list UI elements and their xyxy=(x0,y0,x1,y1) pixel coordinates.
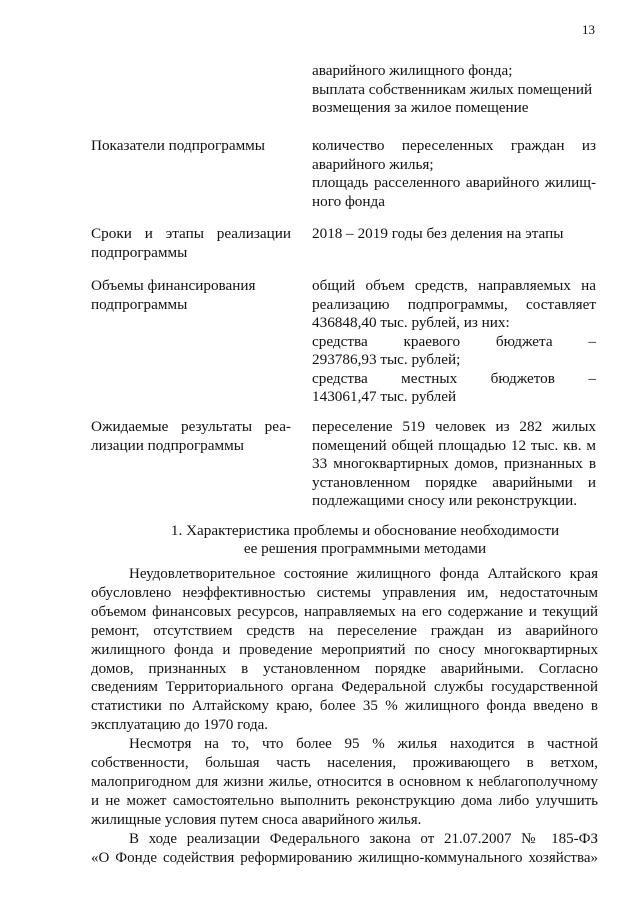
heading-line: ее решения программными методами xyxy=(243,539,487,557)
label-line: Ожидаемые результаты реа- xyxy=(91,418,291,435)
body-line: Неудовлетворительное состояние жилищного фонда Алтайского края xyxy=(129,566,598,582)
value-line: ного фонда xyxy=(312,192,385,210)
value-line: установленном порядке аварийными и xyxy=(312,473,596,491)
continuation-cell xyxy=(312,62,596,118)
label-line: подпрограммы xyxy=(91,243,188,261)
results-label xyxy=(91,418,291,455)
body-line: объемом финансовых ресурсов, направляемых на его содержание и текущий xyxy=(91,603,598,620)
label-line: лизации подпрограммы xyxy=(91,436,244,454)
body-line: жилищного фонда и проведение мероприятий по сносу многоквартирных xyxy=(91,641,598,658)
continuation-line: выплата собственникам жилых помещений xyxy=(312,80,593,98)
body-line: собственности, большая часть населения, проживающего в ветхом, xyxy=(91,755,598,772)
section-heading xyxy=(100,522,630,557)
results-value xyxy=(312,418,596,511)
value-line: 436848,40 тыс. рублей, из них: xyxy=(312,314,510,331)
terms-value xyxy=(312,225,596,244)
value-line: 33 многоквартирных домов, признанных в xyxy=(312,455,596,472)
value-line: количество переселенных граждан из xyxy=(312,137,596,154)
body-line: малопригодном для жизни жилье, относится в основном к неблагополучному xyxy=(91,773,598,790)
value-line: переселение 519 человек из 282 жилых xyxy=(312,418,596,435)
funding-value xyxy=(312,277,596,407)
body-line: сведениям Территориального органа Федеральной службы государственной xyxy=(91,679,598,696)
value-line: 2018 – 2019 годы без деления на этапы xyxy=(312,225,564,242)
value-line: 293786,93 тыс. рублей; xyxy=(312,351,461,368)
terms-label xyxy=(91,225,291,262)
body-line: «О Фонде содействия реформированию жилищно-коммунального хозяйства» xyxy=(91,849,598,866)
value-line: 143061,47 тыс. рублей xyxy=(312,388,457,405)
value-line: подлежащими сносу или реконструкции. xyxy=(312,492,578,509)
value-line: реализацию подпрограммы, составляет xyxy=(312,295,596,313)
label-line: Объемы финансирования xyxy=(91,277,256,294)
body-line: ремонт, отсутствием средств на переселение граждан из аварийного xyxy=(91,622,598,639)
value-line: средства местных бюджетов – xyxy=(312,369,596,387)
body-line: обусловлено неэффективностью системы управления им, недостаточным xyxy=(91,584,598,601)
label-line: Сроки и этапы реализации xyxy=(91,225,291,242)
continuation-line: аварийного жилищного фонда; xyxy=(312,62,513,79)
body-line: В ходе реализации Федерального закона от 21.07.2007 № 185-ФЗ xyxy=(129,830,598,847)
page-number: 13 xyxy=(582,22,595,37)
body-line: жилищные условия путем сноса аварийного жилья. xyxy=(91,811,422,828)
funding-label xyxy=(91,277,291,314)
value-line: аварийного жилья; xyxy=(312,155,434,173)
body-line: статистики по Алтайскому краю, более 35 % жилищного фонда введено в xyxy=(91,698,598,715)
body-line: эксплуатацию до 1970 года. xyxy=(91,717,269,734)
label-line: Показатели подпрограммы xyxy=(91,137,265,154)
value-line: средства краевого бюджета – xyxy=(312,332,596,350)
value-line: общий объем средств, направляемых на xyxy=(312,277,596,294)
value-line: помещений общей площадью 12 тыс. кв. м xyxy=(312,436,596,454)
body-paragraphs xyxy=(91,565,598,868)
value-line: площадь расселенного аварийного жилищ- xyxy=(312,174,596,191)
heading-line: 1. Характеристика проблемы и обоснование необходимости xyxy=(170,522,560,539)
continuation-line: возмещения за жилое помещение xyxy=(312,99,529,116)
indicators-value xyxy=(312,137,596,211)
label-line: подпрограммы xyxy=(91,295,188,313)
body-line: и не может самостоятельно выполнить реконструкцию дома либо улучшить xyxy=(91,792,598,809)
body-line: Несмотря на то, что более 95 % жилья находится в частной xyxy=(129,736,598,753)
body-line: домов, признанных в установленном порядке аварийными. Согласно xyxy=(91,660,598,677)
indicators-label xyxy=(91,137,291,156)
